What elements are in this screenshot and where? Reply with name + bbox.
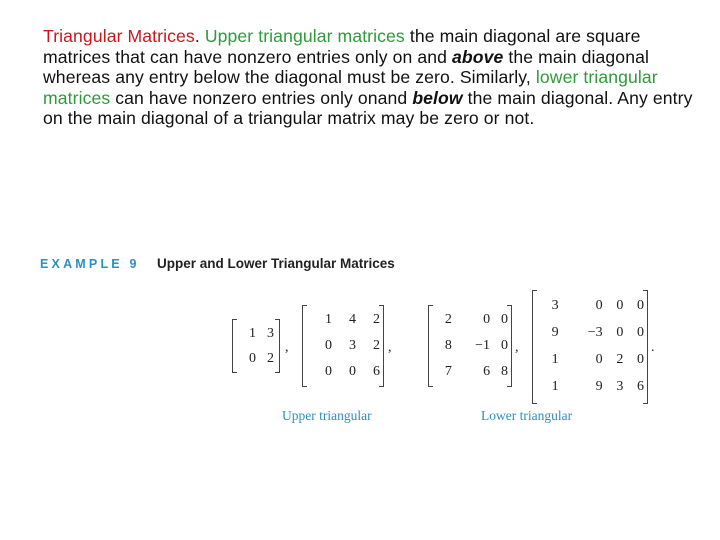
paragraph-text-2: the main diagonal whereas any entry below the diagonal must be zero. Similarly,: [43, 46, 649, 88]
matrix-entry: 0: [325, 338, 332, 353]
matrix-entry: 3: [616, 378, 624, 394]
matrix-entry: 0: [637, 351, 644, 367]
matrix-entry: 3: [349, 338, 356, 353]
matrix-entry: −3: [587, 324, 603, 340]
example-title: Upper and Lower Triangular Matrices: [157, 256, 395, 271]
matrix-entry: −1: [475, 338, 491, 353]
matrix-entry: 1: [551, 378, 559, 394]
matrix-entry: 0: [501, 338, 508, 353]
emphasis-below: below: [412, 87, 463, 108]
term-lower-triangular: lower triangular matrices: [43, 67, 658, 108]
matrix-entry: 0: [501, 312, 508, 327]
matrix-entry: 2: [616, 351, 624, 367]
paragraph-text-1: the main diagonal are square matrices that can have nonzero entries only on and: [43, 26, 641, 67]
matrix-entry: 0: [595, 297, 603, 313]
paragraph-text-3: can have nonzero entries only onand: [110, 87, 413, 108]
paragraph-text-4: the main diagonal. Any entry on the main diagonal of a triangular matrix may be zero or not.: [43, 87, 693, 129]
matrix-entry: 6: [373, 364, 380, 379]
matrix-entry: 6: [637, 378, 644, 394]
caption-upper-triangular: Upper triangular: [282, 408, 372, 423]
matrix-separator: ,: [285, 340, 289, 355]
matrix-entry: 2: [444, 312, 452, 327]
matrix-entry: 2: [373, 338, 380, 353]
matrix-entry: 3: [551, 297, 559, 313]
term-period: .: [194, 26, 200, 46]
matrix-entry: 2: [373, 312, 380, 327]
matrix-entry: 9: [595, 378, 603, 394]
final-period: .: [651, 340, 655, 355]
matrix-entry: 2: [267, 350, 274, 366]
matrix-lower-3x3: [428, 305, 512, 387]
matrix-separator: ,: [515, 340, 519, 355]
caption-lower-triangular: Lower triangular: [481, 408, 573, 423]
matrix-entry: 0: [637, 324, 644, 340]
matrix-entry: 3: [267, 325, 274, 341]
emphasis-above: above: [452, 46, 504, 67]
matrix-separator: ,: [388, 340, 392, 355]
matrix-entry: 8: [444, 338, 452, 353]
matrix-entry: 0: [595, 351, 603, 367]
matrix-entry: 1: [325, 312, 332, 327]
matrix-entry: 8: [501, 364, 508, 379]
matrix-entry: 0: [325, 364, 332, 379]
example-label: EXAMPLE 9: [40, 257, 140, 271]
matrix-entry: 1: [551, 351, 559, 367]
matrix-entry: 1: [249, 325, 256, 341]
matrix-entry: 0: [616, 297, 624, 313]
matrix-entry: 9: [551, 324, 559, 340]
definition-paragraph: [43, 26, 693, 129]
matrix-upper-3x3: [302, 305, 384, 387]
matrix-entry: 7: [444, 364, 452, 379]
matrix-entry: 0: [349, 364, 356, 379]
term-triangular-matrices: Triangular Matrices: [43, 26, 195, 46]
matrix-entry: 4: [349, 312, 356, 327]
matrix-entry: 6: [483, 364, 491, 379]
matrix-entry: 0: [483, 312, 491, 327]
matrix-entry: 0: [616, 324, 624, 340]
matrix-upper-2x2: [232, 319, 280, 373]
matrix-lower-4x4: [532, 290, 648, 404]
matrix-entry: 0: [637, 297, 644, 313]
matrix-entry: 0: [249, 350, 256, 366]
term-upper-triangular: Upper triangular matrices: [199, 26, 405, 46]
